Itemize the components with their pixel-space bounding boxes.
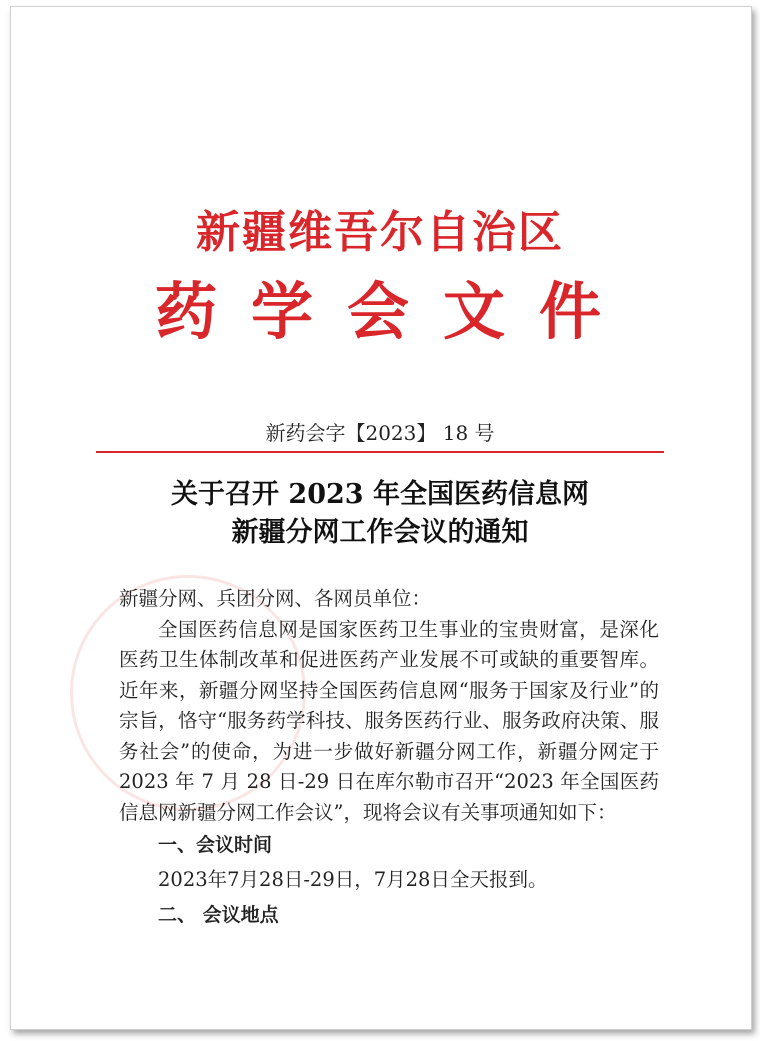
paragraph-intro: 全国医药信息网是国家医药卫生事业的宝贵财富，是深化医药卫生体制改革和促进医药产业发展不可或缺的重要智库。近年来，新疆分网坚持全国医药信息网“服务于国家及行业”的宗旨，恪守“服务药学科技、服务医药行业、服务政府决策、服务社会”的使命，为进一步做好新疆分网工作，新疆分网定于 2023 年 7 月 28 日-29 日在库尔勒市召开“2023 年全国医药信息网新疆分网工作会议”，现将会议有关事项通知如下： — [119, 617, 659, 824]
notice-title-line1: 关于召开 2023 年全国医药信息网 — [171, 479, 589, 510]
section-heading-time: 一、会议时间 — [158, 834, 273, 856]
notice-title — [0, 476, 760, 552]
document-type-heading: 药学会文件 — [154, 275, 635, 348]
salutation: 新疆分网、兵团分网、各网员单位： — [119, 587, 432, 610]
issuer-org-line: 新疆维吾尔自治区 — [196, 207, 564, 258]
section-content-time: 2023年7月28日-29日，7月28日全天报到。 — [158, 868, 548, 891]
red-divider-rule — [96, 451, 664, 453]
notice-title-line2: 新疆分网工作会议的通知 — [231, 517, 529, 548]
section-heading-location: 二、 会议地点 — [158, 904, 279, 926]
document-number: 新药会字【2023】 18 号 — [265, 421, 495, 445]
notice-body — [119, 584, 659, 932]
